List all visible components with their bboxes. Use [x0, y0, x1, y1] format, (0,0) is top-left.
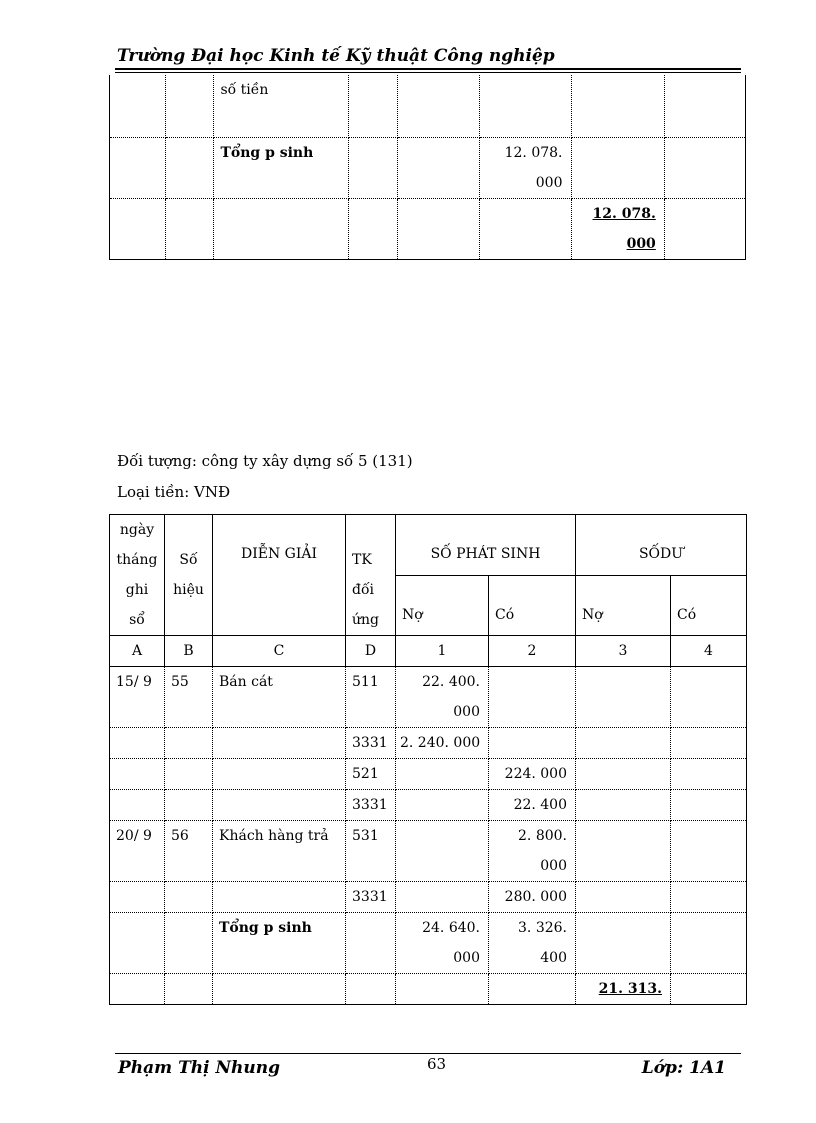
- number-cell: 56: [165, 821, 213, 882]
- table-row: [110, 728, 747, 759]
- header-description: DIỄN GIẢI: [213, 515, 346, 636]
- debit-balance-cell: [576, 667, 671, 728]
- header-credit: Có: [489, 575, 576, 636]
- account-cell: 531: [346, 821, 396, 882]
- class-label: Lớp: 1A1: [641, 1058, 726, 1078]
- credit-cell: 224. 000: [489, 759, 576, 790]
- table-row: [110, 821, 747, 882]
- table-row: [110, 667, 747, 728]
- code-3: 3: [576, 636, 671, 667]
- footer-rule: [115, 1053, 741, 1054]
- header-balance: SỐDƯ: [576, 515, 747, 576]
- date-cell: 20/ 9: [110, 821, 165, 882]
- code-d: D: [346, 636, 396, 667]
- header-account: TK đối ứng: [346, 515, 396, 636]
- code-2: 2: [489, 636, 576, 667]
- table-row: [110, 75, 746, 137]
- subject-line: Đối tượng: công ty xây dựng số 5 (131): [117, 452, 413, 470]
- ledger-table: [109, 514, 747, 1005]
- credit-balance-cell: [671, 667, 747, 728]
- header-debit-balance: Nợ: [576, 575, 671, 636]
- header-date: ngày tháng ghi sổ: [110, 515, 165, 636]
- code-b: B: [165, 636, 213, 667]
- credit-cell: [489, 667, 576, 728]
- desc-cell: Bán cát: [213, 667, 346, 728]
- total-label: Tổng p sinh: [214, 137, 349, 198]
- code-a: A: [110, 636, 165, 667]
- total-debit-cell: 24. 640. 000: [396, 913, 489, 974]
- total-credit-cell: 3. 326. 400: [489, 913, 576, 974]
- table-row: [110, 974, 747, 1005]
- desc-cell: số tiền: [214, 75, 349, 137]
- table-row: [110, 137, 746, 198]
- account-cell: 521: [346, 759, 396, 790]
- header-credit-balance: Có: [671, 575, 747, 636]
- code-1: 1: [396, 636, 489, 667]
- table-row: [110, 913, 747, 974]
- balance-cell: 12. 078. 000: [571, 198, 664, 259]
- table-row: [110, 790, 747, 821]
- credit-cell: 22. 400: [489, 790, 576, 821]
- table-row: [110, 759, 747, 790]
- total-label: Tổng p sinh: [213, 913, 346, 974]
- header-arising: SỐ PHÁT SINH: [396, 515, 576, 576]
- header-rule: [115, 68, 741, 70]
- credit-cell: 2. 800. 000: [489, 821, 576, 882]
- code-c: C: [213, 636, 346, 667]
- page-header-title: Trường Đại học Kinh tế Kỹ thuật Công nghiệp: [117, 46, 555, 66]
- debit-cell: 22. 400. 000: [396, 667, 489, 728]
- account-cell: 3331: [346, 728, 396, 759]
- debit-cell: 2. 240. 000: [396, 728, 489, 759]
- page-number: 63: [427, 1055, 447, 1073]
- ledger-table-continued: [109, 75, 746, 260]
- balance-cell: 21. 313.: [576, 974, 671, 1005]
- currency-line: Loại tiền: VNĐ: [117, 483, 231, 501]
- account-cell: 511: [346, 667, 396, 728]
- date-cell: 15/ 9: [110, 667, 165, 728]
- header-number: Số hiệu: [165, 515, 213, 636]
- header-debit: Nợ: [396, 575, 489, 636]
- account-cell: 3331: [346, 790, 396, 821]
- header-rule-thin: [115, 72, 741, 73]
- account-cell: 3331: [346, 882, 396, 913]
- credit-cell: 280. 000: [489, 882, 576, 913]
- total-co-cell: 12. 078. 000: [480, 137, 571, 198]
- author-name: Phạm Thị Nhung: [118, 1058, 280, 1078]
- code-4: 4: [671, 636, 747, 667]
- table-row: [110, 882, 747, 913]
- table-row: [110, 198, 746, 259]
- number-cell: 55: [165, 667, 213, 728]
- desc-cell: Khách hàng trả: [213, 821, 346, 882]
